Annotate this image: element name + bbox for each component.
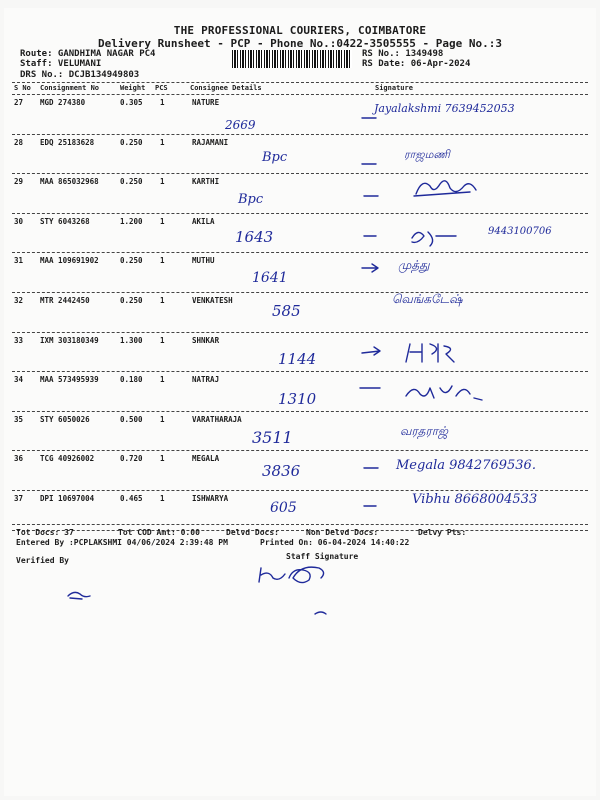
runsheet-title: Delivery Runsheet - PCP - Phone No.:0422-3505555 - Page No.:3: [98, 37, 502, 50]
row-consignee: NATURE: [192, 98, 220, 107]
row-handwritten-note: 585: [272, 302, 301, 320]
row-pcs: 1: [160, 216, 165, 226]
row-sno: 29: [14, 177, 24, 187]
rs-date: RS Date: 06-Apr-2024: [362, 59, 471, 69]
row-sno: 36: [14, 454, 24, 464]
row-consignment-no: MAA 573495939: [40, 375, 99, 385]
row-pcs: 1: [160, 414, 165, 424]
row-consignee: ISHWARYA: [192, 494, 229, 503]
row-signature-text: வரதராஜ்: [400, 424, 448, 438]
row-consignment-no: MAA 109691902: [40, 256, 99, 266]
row-signature-text: Vibhu 8668004533: [412, 492, 538, 507]
row-signature-text: Megala 9842769536.: [396, 458, 536, 473]
verified-by-label: Verified By: [16, 556, 69, 565]
row-sno: 30: [14, 216, 24, 226]
dash-mark: [358, 158, 388, 172]
delivered-docs: Delvd Docs:: [226, 528, 279, 537]
row-consignee: RAJAMANI: [192, 137, 229, 147]
rs-number: RS No.: 1349498: [362, 49, 444, 59]
row-consignment-no: STY 6050026: [40, 414, 90, 424]
row-pcs: 1: [160, 335, 165, 345]
row-consignment-no: DPI 10697004: [40, 494, 95, 503]
row-handwritten-note: 1144: [278, 350, 317, 368]
row-pcs: 1: [160, 296, 165, 305]
row-consignee: VENKATESH: [192, 296, 233, 305]
header-divider-top: [12, 82, 588, 83]
row-signature-text: முத்து: [398, 258, 430, 272]
row-handwritten-note: 3511: [252, 428, 293, 447]
column-signature: Signature: [375, 84, 413, 92]
row-consignment-no: MGD 274380: [40, 98, 86, 107]
dash-mark: [358, 345, 388, 359]
entered-by: Entered By :PCPLAKSHMI 04/06/2024 2:39:48 PM: [16, 538, 228, 547]
row-separator: [12, 292, 588, 293]
row-weight: 1.200: [120, 216, 143, 226]
non-delivered-docs: Non Delvd Docs:: [306, 528, 379, 537]
row-handwritten-note: 1310: [278, 390, 317, 408]
row-consignee: MEGALA: [192, 454, 220, 464]
dash-mark: [360, 188, 390, 202]
handwritten-signature: [400, 340, 470, 366]
row-sno: 28: [14, 137, 24, 147]
row-pcs: 1: [160, 137, 165, 147]
row-weight: 0.305: [120, 98, 143, 107]
handwritten-signature: [408, 226, 468, 248]
row-pcs: 1: [160, 375, 165, 385]
row-pcs: 1: [160, 454, 165, 464]
staff-signature-label: Staff Signature: [286, 552, 359, 561]
row-sno: 35: [14, 414, 24, 424]
dash-mark: [360, 500, 390, 514]
row-separator: [12, 371, 588, 372]
row-consignee: MUTHU: [192, 256, 215, 266]
row-consignee: SHNKAR: [192, 335, 220, 345]
row-consignment-no: TCG 40926002: [40, 454, 95, 464]
row-separator: [12, 173, 588, 174]
row-signature-text: 9443100706: [488, 226, 552, 237]
row-consignee: VARATHARAJA: [192, 414, 242, 424]
row-handwritten-note: 1641: [252, 270, 288, 286]
handwritten-signature: [410, 174, 490, 200]
row-pcs: 1: [160, 98, 165, 107]
header-divider-bottom: [12, 94, 588, 95]
row-consignee: KARTHI: [192, 177, 220, 187]
row-sno: 31: [14, 256, 24, 266]
column-pcs: PCS: [155, 84, 168, 92]
delivery-points: Delvy Pts:: [418, 528, 467, 537]
row-signature-text: Jayalakshmi 7639452053: [374, 102, 515, 115]
row-pcs: 1: [160, 177, 165, 187]
row-handwritten-note: 1643: [235, 228, 274, 246]
row-separator: [12, 213, 588, 214]
column-consignee: Consignee Details: [190, 84, 262, 92]
company-title: THE PROFESSIONAL COURIERS, COIMBATORE: [173, 24, 427, 37]
row-consignment-no: EDQ 25183628: [40, 137, 95, 147]
row-separator: [12, 530, 588, 531]
row-weight: 0.180: [120, 375, 143, 385]
row-sno: 32: [14, 296, 24, 305]
row-signature-text: வெங்கடேஷ்: [392, 292, 463, 306]
row-separator: [12, 490, 588, 491]
row-weight: 0.720: [120, 454, 143, 464]
staff-signature-mark: [255, 560, 375, 590]
row-pcs: 1: [160, 494, 165, 503]
row-separator: [12, 332, 588, 333]
row-weight: 0.250: [120, 296, 143, 305]
row-separator: [12, 134, 588, 135]
row-sno: 34: [14, 375, 24, 385]
dash-mark: [358, 262, 388, 276]
barcode-image: [232, 50, 352, 68]
pen-mark-small: [312, 608, 332, 620]
dash-mark: [356, 382, 386, 396]
row-handwritten-note: 2669: [225, 118, 256, 132]
dash-mark: [360, 462, 390, 476]
dash-mark: [360, 230, 390, 244]
row-sno: 37: [14, 494, 24, 503]
row-separator: [12, 450, 588, 451]
row-separator: [12, 252, 588, 253]
row-consignment-no: MTR 2442450: [40, 296, 90, 305]
dash-mark: [358, 112, 388, 126]
handwritten-signature: [400, 378, 490, 404]
row-consignee: AKILA: [192, 216, 215, 226]
row-handwritten-note: Bpc: [262, 150, 288, 165]
row-sno: 27: [14, 98, 24, 107]
row-weight: 0.500: [120, 414, 143, 424]
total-cod: Tot COD Amt: 0.00: [118, 528, 200, 537]
row-weight: 0.465: [120, 494, 143, 503]
row-signature-text: ராஜமணி: [404, 148, 450, 161]
row-weight: 0.250: [120, 256, 143, 266]
drs-number: DRS No.: DCJB134949803: [20, 70, 140, 80]
row-consignment-no: IXM 303180349: [40, 335, 99, 345]
row-handwritten-note: 605: [270, 500, 297, 516]
row-pcs: 1: [160, 256, 165, 266]
row-weight: 0.250: [120, 137, 143, 147]
staff-label: Staff: VELUMANI: [20, 59, 102, 69]
row-sno: 33: [14, 335, 24, 345]
column-sno: S No: [14, 84, 31, 92]
row-weight: 0.250: [120, 177, 143, 187]
printed-on: Printed On: 06-04-2024 14:40:22: [260, 538, 410, 547]
row-handwritten-note: Bpc: [238, 192, 264, 207]
column-consignment: Consignment No: [40, 84, 100, 92]
row-consignment-no: MAA 865032968: [40, 177, 99, 187]
row-consignee: NATRAJ: [192, 375, 220, 385]
row-handwritten-note: 3836: [262, 462, 301, 480]
row-separator: [12, 411, 588, 412]
row-weight: 1.300: [120, 335, 143, 345]
route-label: Route: GANDHIMA NAGAR PC4: [20, 49, 156, 59]
column-weight: Weight: [120, 84, 146, 92]
footer-divider: [12, 524, 588, 525]
row-consignment-no: STY 6043268: [40, 216, 90, 226]
pen-mark: [64, 588, 94, 602]
total-docs: Tot Docs: 37: [16, 528, 74, 537]
